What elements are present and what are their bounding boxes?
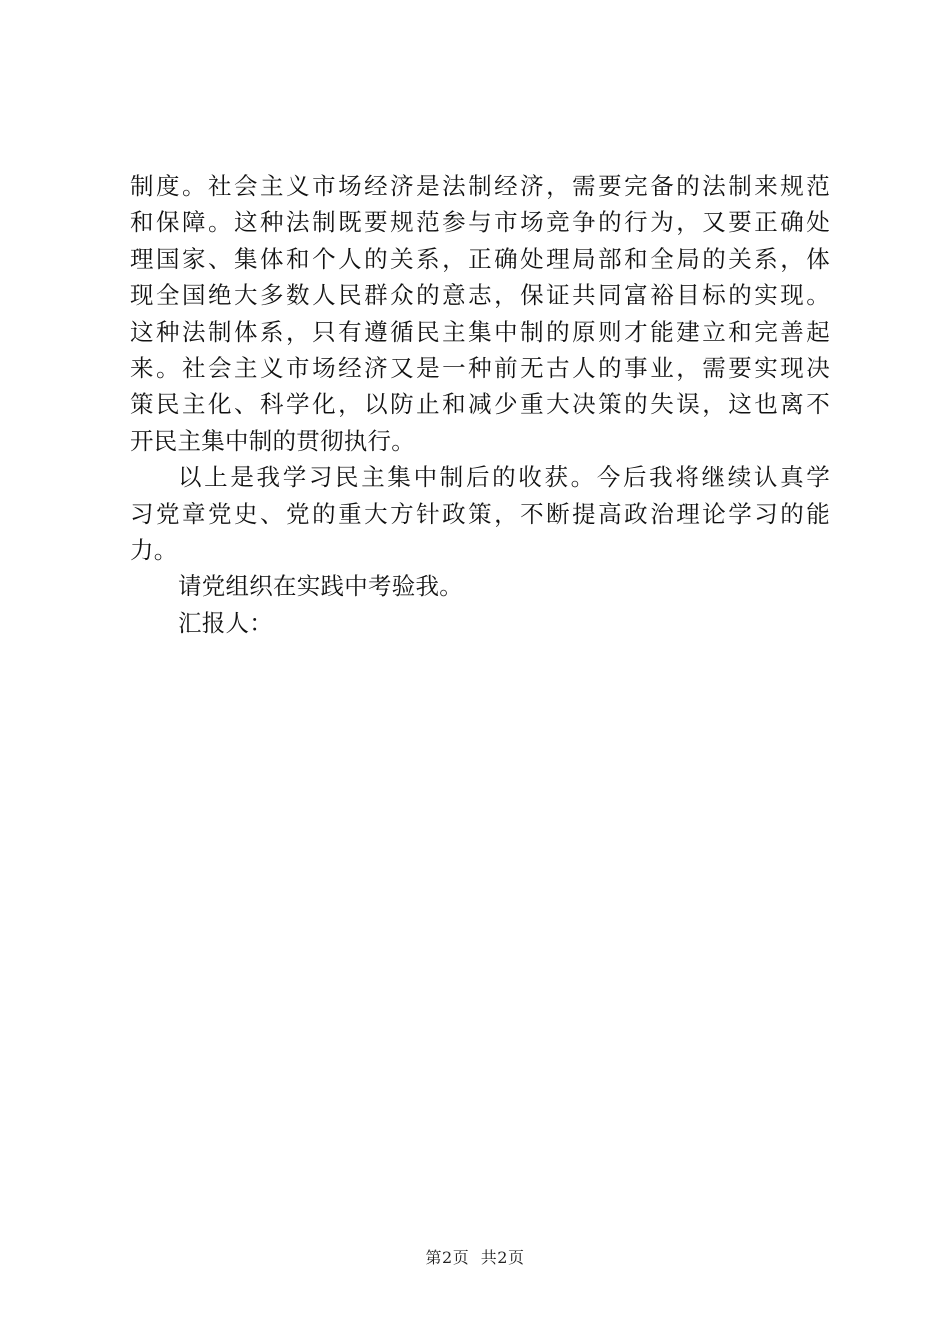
body-line: 策民主化、科学化，以防止和减少重大决策的失误，这也离不 [130,390,830,419]
body-line: 以上是我学习民主集中制后的收获。今后我将继续认真学 [178,463,830,492]
body-line: 和保障。这种法制既要规范参与市场竞争的行为，又要正确处 [130,208,830,237]
document-body [130,168,830,641]
page-footer [0,1245,950,1268]
body-line: 制度。社会主义市场经济是法制经济，需要完备的法制来规范 [130,172,830,200]
reporter-line: 汇报人： [178,608,273,637]
body-line: 这种法制体系，只有遵循民主集中制的原则才能建立和完善起 [130,317,830,346]
body-line: 力。 [130,535,178,564]
body-line: 现全国绝大多数人民群众的意志，保证共同富裕目标的实现。 [130,281,830,310]
page-number: 第2页 [425,1248,470,1267]
body-line: 开民主集中制的贯彻执行。 [130,426,415,455]
body-line: 习党章党史、党的重大方针政策，不断提高政治理论学习的能 [130,499,830,528]
body-line: 理国家、集体和个人的关系，正确处理局部和全局的关系，体 [130,244,830,273]
body-line: 请党组织在实践中考验我。 [178,572,463,601]
page-total: 共2页 [480,1248,525,1267]
body-line: 来。社会主义市场经济又是一种前无古人的事业，需要实现决 [130,353,830,382]
